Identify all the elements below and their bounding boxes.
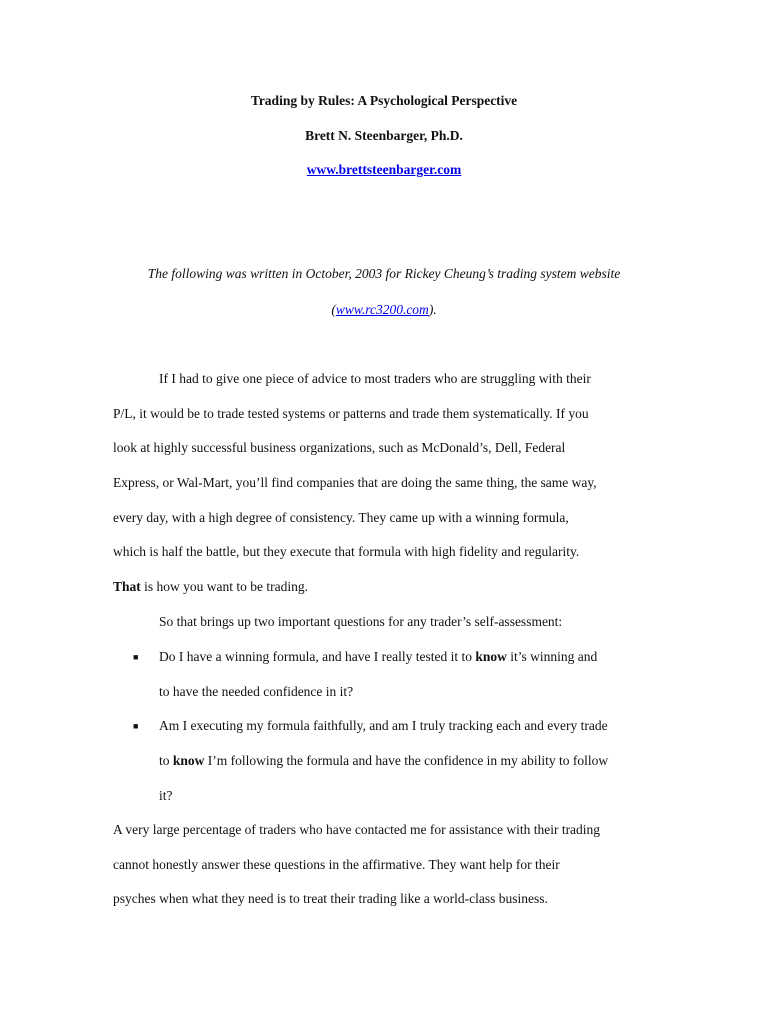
intro-open-paren: ( — [331, 302, 336, 317]
bullet-2-pre: to — [159, 753, 173, 768]
paragraph-1-line-7 — [113, 579, 308, 595]
bullet-2-marker: ■ — [133, 721, 139, 731]
bullet-1-marker: ■ — [133, 652, 139, 662]
bullet-2-line-3: it? — [159, 788, 173, 803]
paragraph-1-line-5: every day, with a high degree of consistency. They came up with a winning formula, — [113, 510, 569, 525]
rc3200-link[interactable]: www.rc3200.com — [335, 302, 429, 317]
paragraph-1-line-6: which is half the battle, but they execute that formula with high fidelity and regularity. — [113, 544, 580, 559]
bullet-2-post: I’m following the formula and have the confidence in my ability to follow — [204, 753, 609, 768]
intro-close: ). — [428, 302, 437, 317]
bullet-1-line-1 — [159, 649, 597, 665]
intro-line-2 — [0, 302, 768, 318]
bullet-1-line-2: to have the needed confidence in it? — [159, 684, 354, 699]
paragraph-1-line-3: look at highly successful business organizations, such as McDonald’s, Dell, Federal — [113, 440, 566, 455]
paragraph-1-line-1: If I had to give one piece of advice to most traders who are struggling with their — [159, 371, 591, 386]
paragraph-1-line-7-rest: is how you want to be trading. — [140, 579, 308, 594]
author-name: Brett N. Steenbarger, Ph.D. — [305, 128, 463, 143]
bullet-2-line-2 — [159, 753, 608, 769]
paragraph-3-line-1: A very large percentage of traders who have contacted me for assistance with their trading — [113, 822, 601, 837]
author-website-link[interactable]: www.brettsteenbarger.com — [306, 162, 462, 177]
bullet-1-pre: Do I have a winning formula, and have I really tested it to — [159, 649, 476, 664]
emphasis-know-2: know — [172, 753, 205, 768]
document-title: Trading by Rules: A Psychological Perspective — [250, 93, 518, 108]
intro-line-1: The following was written in October, 2003 for Rickey Cheung’s trading system website — [147, 266, 621, 281]
paragraph-2-line-1: So that brings up two important questions for any trader’s self-assessment: — [159, 614, 563, 629]
bullet-1-post: it’s winning and — [506, 649, 598, 664]
bullet-2-line-1: Am I executing my formula faithfully, and am I truly tracking each and every trade — [159, 718, 608, 733]
paragraph-3-line-2: cannot honestly answer these questions in the affirmative. They want help for their — [113, 857, 560, 872]
website-line — [0, 162, 768, 178]
paragraph-1-line-2: P/L, it would be to trade tested systems or patterns and trade them systematically. If you — [113, 406, 589, 421]
paragraph-1-line-4: Express, or Wal-Mart, you’ll find companies that are doing the same thing, the same way, — [113, 475, 597, 490]
emphasis-that: That — [113, 579, 141, 594]
emphasis-know-1: know — [475, 649, 507, 664]
paragraph-3-line-3: psyches when what they need is to treat their trading like a world-class business. — [113, 891, 548, 906]
